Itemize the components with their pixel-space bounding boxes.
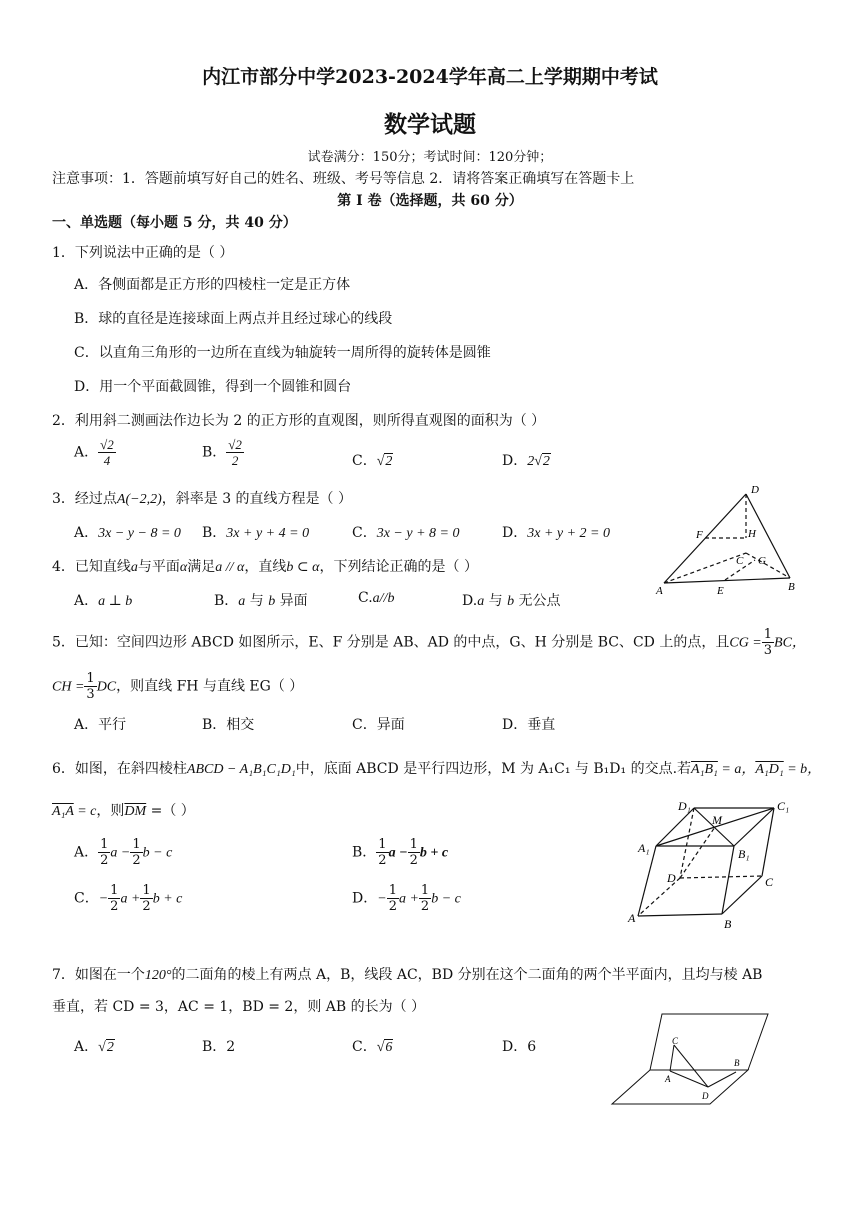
q4-stem: 4．已知直线a与平面α满足a // α，直线b ⊂ α，下列结论正确的是（ ） bbox=[52, 559, 478, 575]
q6-option-c: C．− $\frac{1}{2}$ a + $\frac{1}{2}$ b + c bbox=[74, 883, 183, 914]
q2-option-d: D．2√2 bbox=[502, 453, 550, 469]
q7-option-b: B．2 bbox=[202, 1039, 236, 1055]
q2-option-b bbox=[202, 438, 244, 467]
q2-a-fraction: $\frac{√2}{4}$ bbox=[100, 437, 114, 468]
q1-option-c: C．以直角三角形的一边所在直线为轴旋转一周所得的旋转体是圆锥 bbox=[74, 345, 491, 361]
q3-option-b: B．3x + y + 4 = 0 bbox=[202, 525, 310, 541]
subject-title: 数学试题 bbox=[384, 111, 476, 138]
prism-label-b: B bbox=[724, 917, 732, 931]
figure-prism bbox=[622, 794, 798, 934]
tetra-label-g: G bbox=[758, 555, 766, 567]
dihedral-label-c: C bbox=[672, 1036, 679, 1046]
prism-label-d: D bbox=[667, 871, 676, 885]
notice: 注意事项：1．答题前填写好自己的姓名、班级、考号等信息 2．请将答案正确填写在答题卡上 bbox=[52, 171, 635, 187]
tetra-label-b: B bbox=[788, 581, 795, 593]
q2-option-a bbox=[74, 438, 116, 467]
prism-label-m: M bbox=[712, 813, 722, 827]
prism-label-c1: C₁ bbox=[777, 799, 790, 813]
q7-option-a: A．√2 bbox=[74, 1039, 114, 1055]
q2-a-label: A． bbox=[74, 444, 99, 461]
tetra-label-a: A bbox=[656, 585, 663, 597]
q6-option-b: B． $\frac{1}{2}$ a − $\frac{1}{2}$ b + c bbox=[352, 837, 449, 868]
q7-option-d: D．6 bbox=[502, 1039, 537, 1055]
prism-label-c: C bbox=[765, 875, 774, 889]
q5-stem-2: CH = $\frac{1}{3}$ DC，则直线 FH 与直线 EG（ ） bbox=[52, 671, 304, 702]
q5-option-a: A．平行 bbox=[74, 717, 127, 733]
tetra-label-f: F bbox=[696, 529, 703, 541]
q3-option-c: C．3x − y + 8 = 0 bbox=[352, 525, 460, 541]
q1-option-a: A．各侧面都是正方形的四棱柱一定是正方体 bbox=[74, 277, 351, 293]
dihedral-label-a: A bbox=[665, 1074, 671, 1084]
q4-option-d: D.a 与 b 无公点 bbox=[462, 593, 561, 609]
q5-option-d: D．垂直 bbox=[502, 717, 556, 733]
figure-tetrahedron bbox=[650, 480, 810, 600]
q1-stem: 1．下列说法中正确的是（ ） bbox=[52, 245, 234, 261]
q2-c-label: C． bbox=[352, 453, 377, 469]
prism-label-d1: D₁ bbox=[678, 799, 691, 813]
q3-stem: 3．经过点A(−2,2)，斜率是 3 的直线方程是（ ） bbox=[52, 491, 353, 507]
q4-option-a: A．a ⊥ b bbox=[74, 593, 133, 609]
dihedral-label-b: B bbox=[734, 1058, 740, 1068]
q6-stem-2: A₁A = c，则$\overline{DM}$ =（ ） bbox=[52, 803, 195, 819]
q5-option-c: C．异面 bbox=[352, 717, 405, 733]
q7-option-c: C．√6 bbox=[352, 1039, 393, 1055]
tetra-label-c: C bbox=[736, 555, 744, 567]
prism-label-a1: A₁ bbox=[638, 841, 650, 855]
q6-option-a: A． $\frac{1}{2}$ a − $\frac{1}{2}$ b − c bbox=[74, 837, 173, 868]
q5-fraction-2: $\frac{1}{3}$ bbox=[86, 671, 95, 702]
tetra-label-h: H bbox=[748, 528, 756, 540]
tetra-label-e: E bbox=[717, 585, 724, 597]
q7-stem: 7．如图在一个120°的二面角的棱上有两点 A，B，线段 AC，BD 分别在这个二面角的两个半平面内，且均与棱 AB bbox=[52, 967, 763, 983]
q2-b-fraction: $\frac{√2}{2}$ bbox=[228, 437, 242, 468]
q3-point: A(−2,2) bbox=[116, 492, 162, 507]
q4-option-b: B．a 与 b 异面 bbox=[214, 593, 308, 609]
q2-stem: 2．利用斜二测画法作边长为 2 的正方形的直观图，则所得直观图的面积为（ ） bbox=[52, 413, 546, 429]
q7-stem-2: 垂直，若 CD = 3，AC = 1，BD = 2，则 AB 的长为（ ） bbox=[52, 999, 426, 1015]
exam-meta: 试卷满分：150分；考试时间：120分钟； bbox=[307, 150, 553, 165]
q5-stem: 5．已知：空间四边形 ABCD 如图所示，E、F 分别是 AB、AD 的中点，G、H 分别是 BC、CD 上的点，且CG = $\frac{1}{3}$ BC， bbox=[52, 627, 806, 658]
q5-fraction-1: $\frac{1}{3}$ bbox=[763, 627, 773, 658]
dihedral-label-d: D bbox=[702, 1091, 709, 1101]
q6-stem: 6．如图，在斜四棱柱ABCD − A₁B₁C₁D₁中，底面 ABCD 是平行四边形，M 为 A₁C₁ 与 B₁D₁ 的交点.若A₁B₁ = a，A₁D₁ = b， bbox=[52, 761, 822, 777]
q3-option-a: A．3x − y − 8 = 0 bbox=[74, 525, 181, 541]
q2-b-label: B． bbox=[202, 444, 227, 461]
q3-option-d: D．3x + y + 2 = 0 bbox=[502, 525, 611, 541]
q4-option-c: C.a//b bbox=[358, 590, 395, 606]
q5-option-b: B．相交 bbox=[202, 717, 255, 733]
volume-heading: 第 I 卷（选择题，共 60 分） bbox=[337, 193, 523, 209]
tetra-label-d: D bbox=[751, 484, 759, 496]
section-heading: 一、单选题（每小题 5 分，共 40 分） bbox=[52, 215, 297, 231]
q1-option-d: D．用一个平面截圆锥，得到一个圆锥和圆台 bbox=[74, 379, 352, 395]
q6-option-d: D．− $\frac{1}{2}$ a + $\frac{1}{2}$ b − c bbox=[352, 883, 461, 914]
q2-option-c: C．√2 bbox=[352, 453, 393, 469]
prism-label-a: A bbox=[628, 911, 636, 925]
q1-option-b: B．球的直径是连接球面上两点并且经过球心的线段 bbox=[74, 311, 393, 327]
prism-label-b1: B₁ bbox=[738, 847, 750, 861]
q2-d-label: D． bbox=[502, 453, 528, 469]
figure-dihedral bbox=[606, 1008, 782, 1112]
exam-title: 内江市部分中学2023-2024学年高二上学期期中考试 bbox=[202, 66, 658, 88]
